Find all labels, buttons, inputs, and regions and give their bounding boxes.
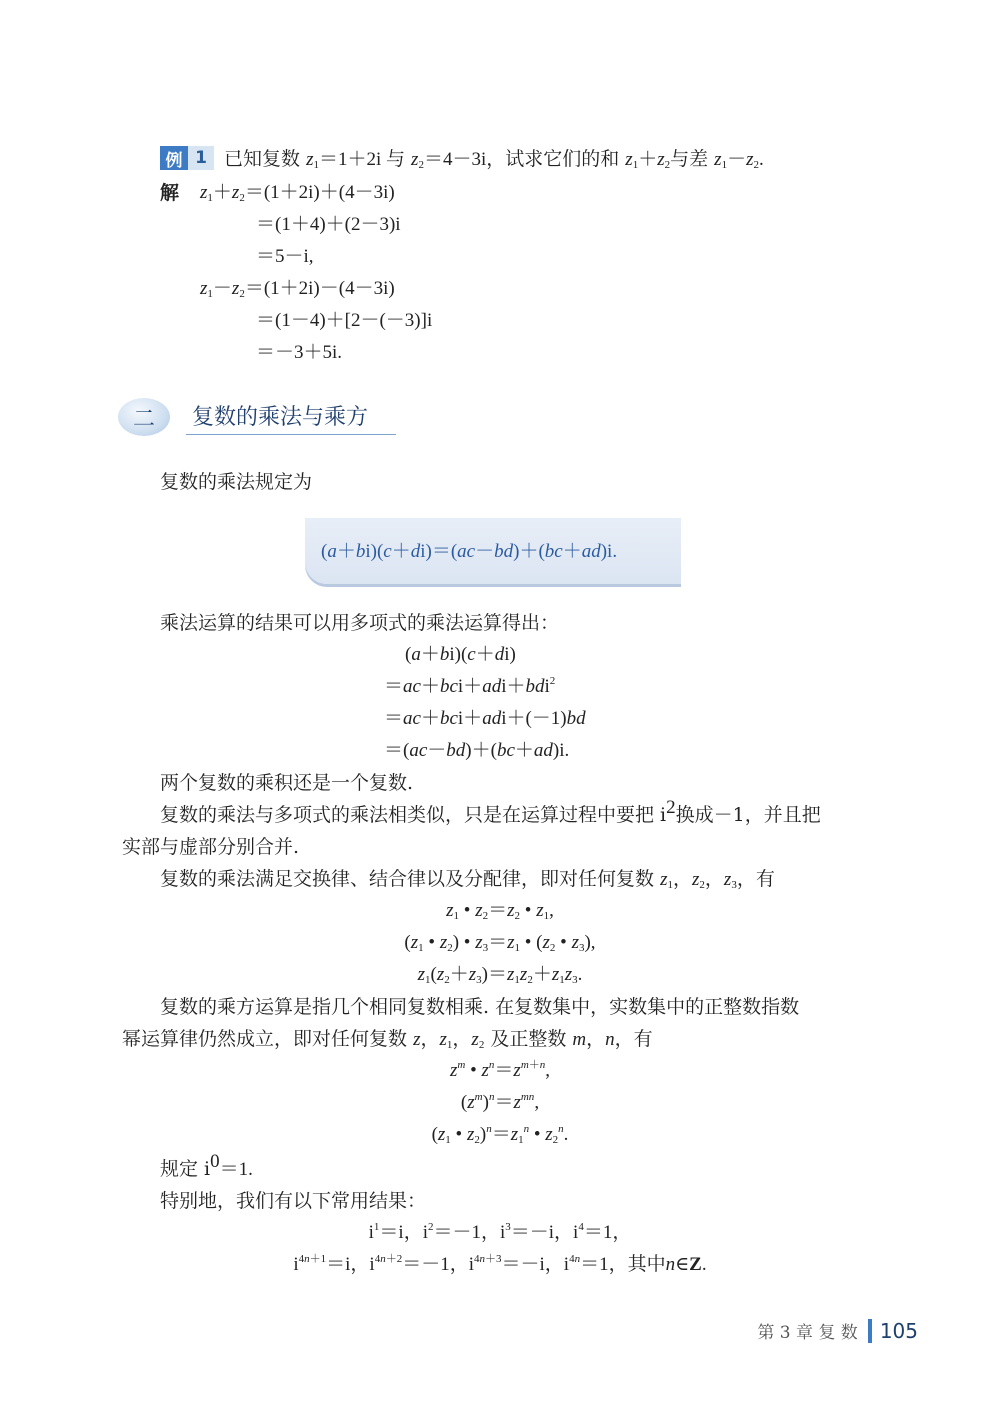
example-sum: $z_1+z_2$ (625, 149, 671, 171)
multiplication-formula: (a＋bi)(c＋di)＝(ac－bd)＋(bc＋ad)i. (321, 541, 618, 562)
power-law-1: $z^m$ • $z^n=z^{m+n}$, (449, 1059, 551, 1081)
solution-sum-line-2: ＝(1＋4)＋(2－3)i (256, 214, 401, 235)
derivation-line-2: ＝ac＋bci＋adi＋bdi$^2$ (384, 675, 556, 697)
example-z2-value: ＝4－3i，试求它们的和 (423, 149, 620, 170)
laws-intro: 复数的乘法满足交换律、结合律以及分配律，即对任何复数 $z_1$，$z_2$，$z_3$，有 (160, 868, 775, 891)
example-statement (224, 147, 764, 172)
powers-of-i: $i^1=i$，$i^2=-1$，$i^3=-i$，$i^4=1$， (368, 1221, 632, 1243)
rule-intro: 复数的乘法规定为 (160, 471, 313, 493)
commutative-law: $z_1$ • $z_2=z_2$ • $z_1$, (446, 900, 554, 922)
section-title: 复数的乘法与乘方 (192, 405, 369, 430)
example-diff: $z_1-z_2$. (714, 149, 764, 171)
derivation-line-1: (a＋bi)(c＋di) (405, 644, 516, 665)
poly-intro: 乘法运算的结果可以用多项式的乘法运算得出： (160, 612, 560, 634)
example-diff-word: 与差 (670, 148, 709, 170)
example-intro: 已知复数 (224, 148, 301, 170)
solution-label: 解 (160, 182, 180, 204)
derivation-line-3: ＝ac＋bci＋adi＋(－1)bd (384, 708, 586, 729)
distributive-law: $z_1(z_2+z_3)=z_1z_2+z_1z_3$. (417, 964, 583, 986)
page-number: 105 (879, 1318, 918, 1343)
page-footer (757, 1318, 918, 1343)
multiplication-formula-box (305, 518, 681, 584)
power-paragraph-line-1: 复数的乘方运算是指几个相同复数相乘. 在复数集中，实数集中的正整数指数 (160, 996, 800, 1018)
periodic-powers-of-i: $i^{4n+1}=i$，$i^{4n+2}=-1$，$i^{4n+3}=-i$，$i^{4n}=1$，其中n∈Z. (293, 1253, 707, 1275)
solution-sum-line-3: ＝5－i, (256, 246, 314, 267)
example-badge-char: 例 (160, 146, 188, 170)
example-badge-number: 1 (188, 146, 214, 170)
power-law-2: $(z^m)^n=z^{mn}$, (460, 1091, 540, 1113)
example-z2: $z_2$ (411, 149, 424, 171)
product-statement: 两个复数的乘积还是一个复数. (160, 772, 414, 794)
similar-paragraph-line-2: 实部与虚部分别合并. (122, 836, 300, 858)
footer-divider (868, 1319, 872, 1343)
power-paragraph-line-2: 幂运算律仍然成立，即对任何复数 z，$z_1$，$z_2$ 及正整数 m，n，有 (122, 1028, 653, 1051)
example-badge (160, 146, 214, 170)
example-z1-value: ＝1＋2i 与 (318, 149, 405, 170)
chapter-label: 第 3 章 复 数 (757, 1323, 858, 1343)
example-z1: $z_1$ (306, 149, 319, 171)
special-intro: 特别地，我们有以下常用结果： (160, 1190, 427, 1212)
section-underline (186, 434, 396, 435)
solution-diff-line-1: $z_1-z_2=(1+2i)-(4-3i)$ (200, 278, 395, 300)
define-i0: 规定 $i^0=1$. (160, 1151, 253, 1180)
solution-diff-line-2: ＝(1－4)＋[2－(－3)]i (256, 310, 433, 331)
section-number-badge: 二 (118, 398, 170, 436)
solution-sum-line-1: $z_1+z_2=(1+2i)+(4-3i)$ (200, 182, 395, 204)
associative-law: ($z_1$ • $z_2$) • $z_3=z_1$ • ($z_2$ • $z_3$), (404, 932, 596, 954)
similar-paragraph-line-1: 复数的乘法与多项式的乘法相类似，只是在运算过程中要把 $i^2$换成－1，并且把 (160, 797, 821, 826)
derivation-line-4: ＝(ac－bd)＋(bc＋ad)i. (384, 740, 570, 761)
power-law-3: ($z_1$ • $z_2)^n=z_1^n$ • $z_2^n$. (431, 1123, 569, 1146)
solution-diff-line-3: ＝－3＋5i. (256, 342, 343, 363)
